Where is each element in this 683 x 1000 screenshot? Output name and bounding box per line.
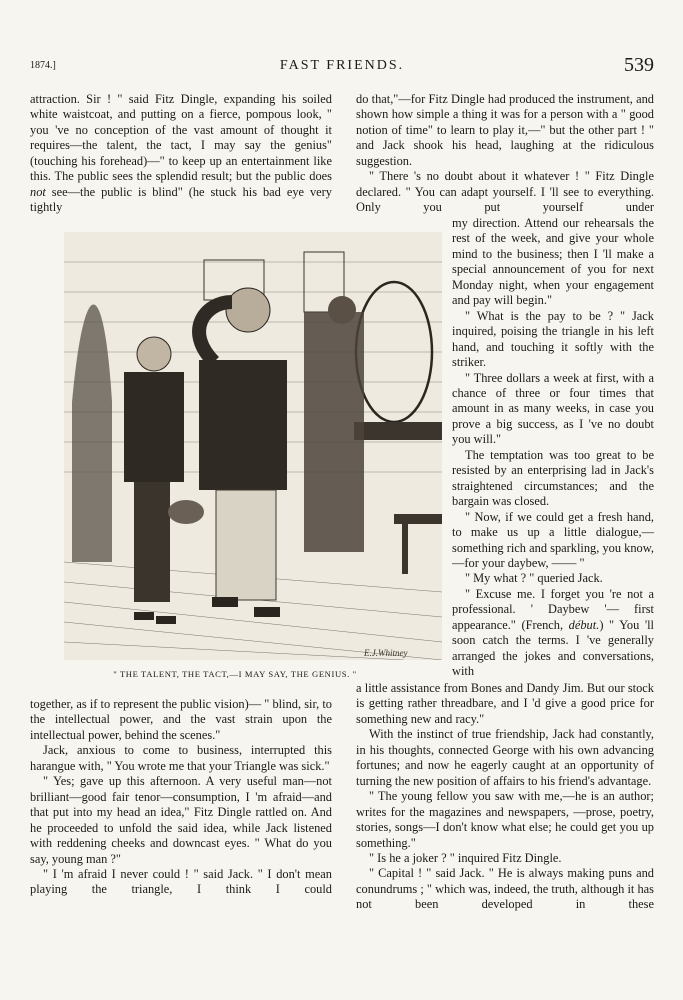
paragraph: " What is the pay to be ? " Jack inquired, poising the triangle in his left hand, and touching it softly with the striker. [452, 308, 654, 370]
paragraph: " Three dollars a week at first, with a chance of three or four times that amount in as many weeks, in case you prove a big success, as I 've no doubt you will." [452, 370, 654, 447]
text-run: ) " You 'll soon catch the terms. I 've generally arranged the jokes and conversations, with [452, 617, 654, 679]
paragraph: The temptation was too great to be resisted by an enterprising lad in Jack's straightened circumstances; and the bargain was closed. [452, 447, 654, 509]
italic-run: not [30, 184, 46, 199]
paragraph: " I 'm afraid I never could ! " said Jack. " I don't mean playing the triangle, I think I could [30, 866, 332, 897]
paragraph: " There 's no doubt about it whatever ! " Fitz Dingle declared. " You can adapt yourself. I 'll see to everything. Only you put yourself under [356, 169, 654, 215]
engraver-signature: E.J.Whitney [364, 648, 408, 658]
paragraph [452, 587, 654, 680]
figure-caption: " THE TALENT, THE TACT,—I MAY SAY, THE GENIUS. " [113, 669, 357, 679]
text-run: " Excuse me. I forget you 're not a professional. ' Daybew '— first appearance." (French, [452, 586, 654, 632]
paragraph: a little assistance from Bones and Dandy Jim. But our stock is getting rather threadbare, and I 'd give a good price for something new and racy." [356, 681, 654, 726]
text-run: attraction. Sir ! " said Fitz Dingle, expanding his soiled white waistcoat, and putting on a fierce, pompous look, " you 've no conception of the vast amount of thought it requires—the talent, the tact, I may say the genius" (touching his forehead)—" to keep up an entertainment like this. The public sees the splendid result; but the public does [30, 92, 332, 184]
engraving-illustration [64, 232, 442, 660]
paragraph: together, as if to represent the public vision)— " blind, sir, to the intellectual power, and the vast strain upon the intellectual power, behind the scenes." [30, 697, 332, 742]
header-year: 1874.] [30, 60, 56, 71]
italic-run: début. [568, 617, 600, 632]
paragraph: " My what ? " queried Jack. [465, 571, 603, 586]
paragraph: " The young fellow you saw with me,—he is an author; writes for the magazines and newspapers, —prose, poetry, stories, songs—I don't know what else; he could get you up something." [356, 789, 654, 850]
left-column-top [30, 92, 332, 216]
paragraph: Jack, anxious to come to business, interrupted this harangue with, " You wrote me that your Triangle was sick." [30, 743, 332, 773]
paragraph [30, 92, 332, 216]
header-title: FAST FRIENDS. [279, 58, 405, 73]
paragraph: " Capital ! " said Jack. " He is always making puns and conundrums ; " which was, indeed, the truth, although it has not been developed in these [356, 866, 654, 912]
paragraph: " Is he a joker ? " inquired Fitz Dingle. [369, 850, 562, 865]
page-number: 539 [624, 54, 654, 76]
right-column-bottom [356, 681, 654, 913]
running-header [30, 54, 654, 78]
left-column-bottom [30, 697, 332, 898]
paragraph: " Now, if we could get a fresh hand, to make us up a little dialogue,—something rich and sparkling, you know,—for your daybew, —— " [452, 509, 654, 570]
paragraph: do that,"—for Fitz Dingle had produced the instrument, and shown how simple a thing it was for a person with a " good notion of time" to learn to play it,—" but the other part ! " and Jack shook his head, laughing at the ridiculous suggestion. [356, 92, 654, 168]
right-column-narrow [452, 216, 654, 680]
paragraph: " Yes; gave up this afternoon. A very useful man—not brilliant—good fair tenor—consumption, I 'm afraid—and that put into my head an idea," Fitz Dingle rattled on. And he proceeded to unfold the said idea, while Jack listened with reddening cheeks and downcast eyes. " What do you say, young man ?" [30, 774, 332, 866]
right-column-top [356, 92, 654, 216]
paragraph: my direction. Attend our rehearsals the rest of the week, and give your whole mind to the business; then I 'll make a special announcement of you for next Monday night, when your engagement and pay will begin." [452, 216, 654, 308]
text-run: see—the public is blind" (he stuck his bad eye very tightly [30, 184, 332, 215]
paragraph: With the instinct of true friendship, Jack had constantly, in his thoughts, connected George with his own advancing fortunes; and now he eagerly caught at an opportunity of turning the new position of affairs to his friend's advantage. [356, 727, 654, 788]
